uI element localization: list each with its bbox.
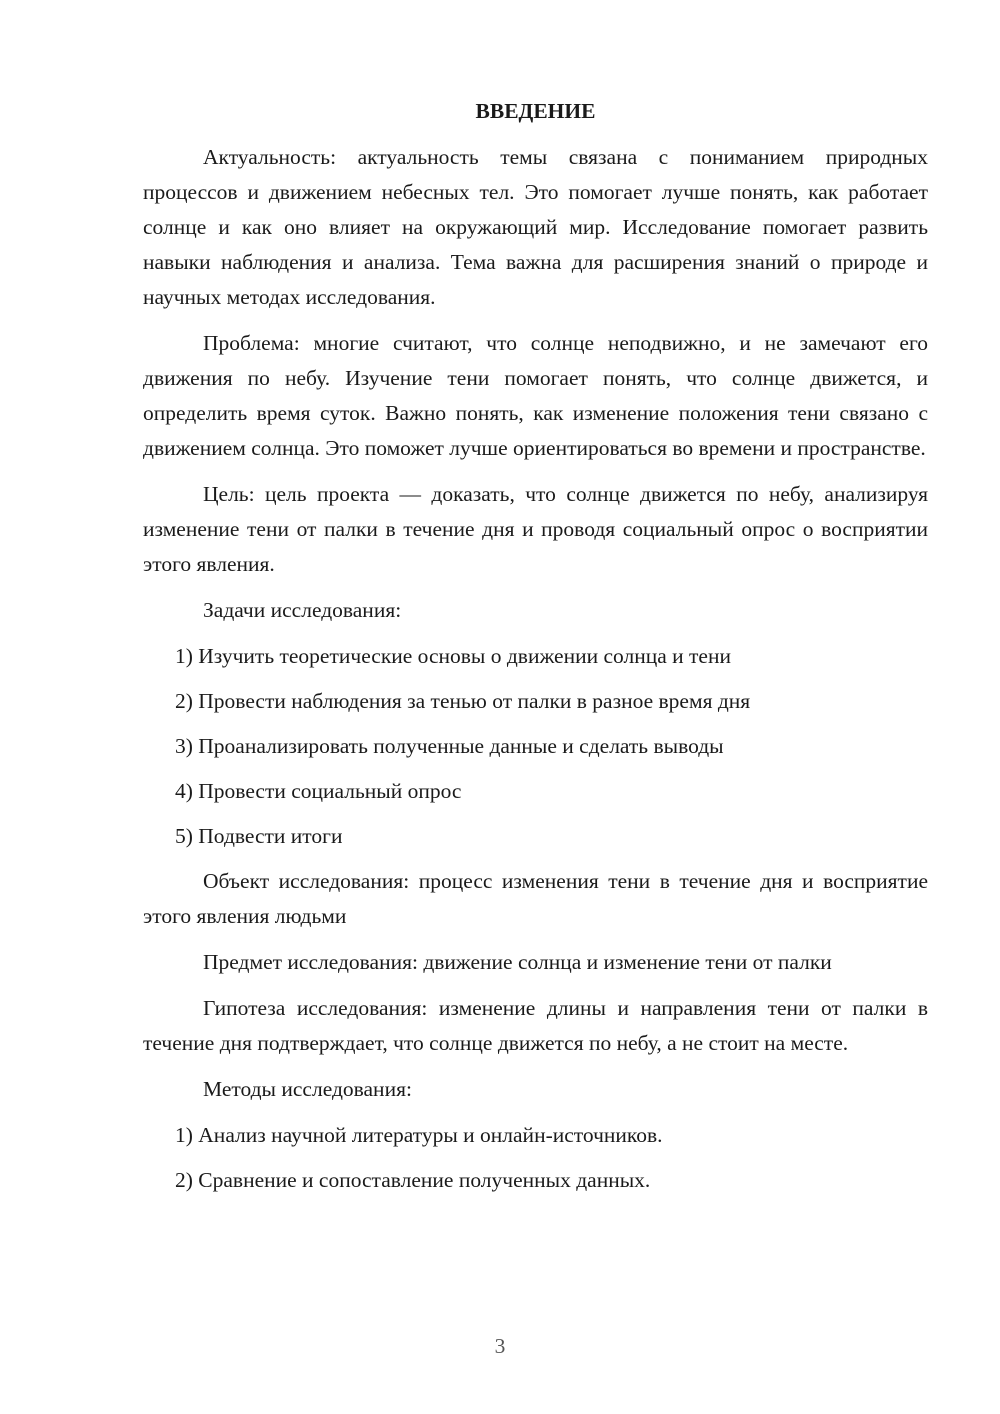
document-page — [143, 96, 928, 1208]
problem-paragraph: Проблема: многие считают, что солнце неподвижно, и не замечают его движения по небу. Изучение тени помогает понять, что солнце движется, и определить время суток. Важно понять, как изменение положения тени связано с движением солнца. Это поможет лучше ориентироваться во времени и пространстве. — [143, 331, 928, 460]
goal-paragraph: Цель: цель проекта — доказать, что солнце движется по небу, анализируя изменение тени от палки в течение дня и проводя социальный опрос о восприятии этого явления. — [143, 482, 928, 576]
method-item: 2) Сравнение и сопоставление полученных данных. — [175, 1168, 651, 1192]
method-item: 1) Анализ научной литературы и онлайн-источников. — [175, 1123, 663, 1147]
task-item: 2) Провести наблюдения за тенью от палки в разное время дня — [175, 689, 751, 713]
object-paragraph: Объект исследования: процесс изменения тени в течение дня и восприятие этого явления людьми — [143, 869, 928, 928]
section-title: ВВЕДЕНИЕ — [475, 99, 596, 123]
methods-list — [143, 1118, 928, 1198]
task-item: 4) Провести социальный опрос — [175, 779, 462, 803]
tasks-list — [143, 639, 928, 854]
tasks-heading: Задачи исследования: — [203, 598, 402, 622]
methods-heading: Методы исследования: — [203, 1077, 412, 1101]
task-item: 1) Изучить теоретические основы о движении солнца и тени — [175, 644, 731, 668]
task-item: 3) Проанализировать полученные данные и сделать выводы — [175, 734, 724, 758]
relevance-paragraph: Актуальность: актуальность темы связана с пониманием природных процессов и движением небесных тел. Это помогает лучше понять, как работает солнце и как оно влияет на окружающий мир. Исследование помогает развить навыки наблюдения и анализа. Тема важна для расширения знаний о природе и научных методах исследования. — [143, 145, 928, 309]
page-number: 3 — [494, 1334, 506, 1358]
subject-paragraph: Предмет исследования: движение солнца и изменение тени от палки — [203, 950, 832, 974]
task-item: 5) Подвести итоги — [175, 824, 343, 848]
hypothesis-paragraph: Гипотеза исследования: изменение длины и направления тени от палки в течение дня подтверждает, что солнце движется по небу, а не стоит на месте. — [143, 996, 928, 1055]
